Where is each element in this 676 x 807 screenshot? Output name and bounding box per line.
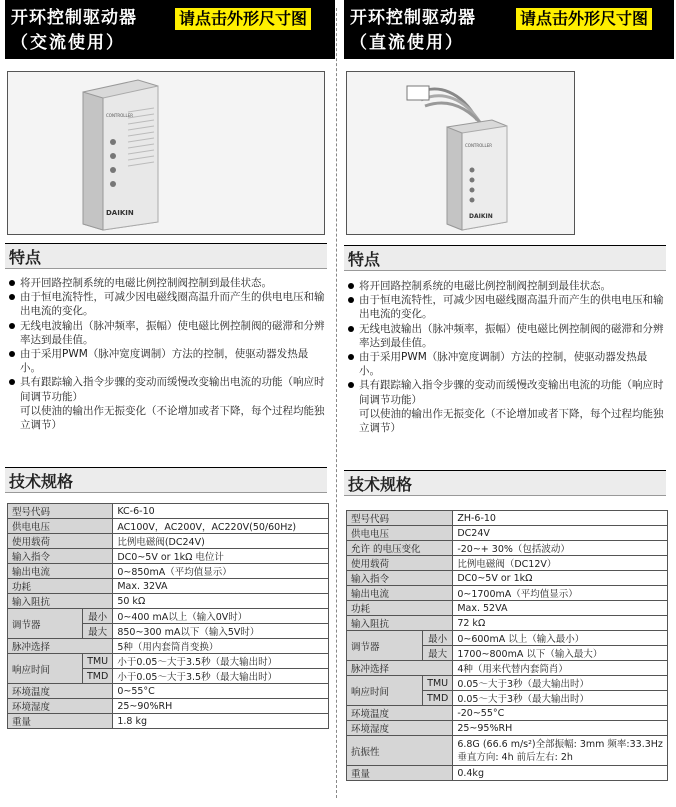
table-row bbox=[8, 654, 329, 669]
table-cell: DC24V bbox=[453, 526, 668, 541]
ac-title-bar bbox=[5, 0, 335, 59]
table-cell: 型号代码 bbox=[8, 504, 113, 519]
table-row bbox=[347, 706, 668, 721]
table-cell: 小于0.05～大于3.5秒（最大输出时） bbox=[113, 669, 329, 684]
table-cell: 使用载荷 bbox=[8, 534, 113, 549]
column-divider bbox=[336, 8, 337, 798]
table-row bbox=[8, 639, 329, 654]
list-item: 由于采用PWM（脉冲宽度调制）方法的控制，使驱动器发热最小。 bbox=[346, 350, 668, 378]
table-cell: 0.4kg bbox=[453, 766, 668, 781]
list-item: 无线电波输出（脉冲频率，振幅）使电磁比例控制阀的磁滞和分辨率达到最佳值。 bbox=[346, 322, 668, 350]
table-cell: 重量 bbox=[347, 766, 453, 781]
table-row bbox=[8, 699, 329, 714]
list-item: 由于恒电流特性，可减少因电磁线圈高温升而产生的供电电压和输出电流的变化。 bbox=[346, 293, 668, 321]
table-cell: 50 kΩ bbox=[113, 594, 329, 609]
table-row bbox=[347, 556, 668, 571]
table-row bbox=[8, 579, 329, 594]
table-cell: 重量 bbox=[8, 714, 113, 729]
table-cell: 比例电磁阀（DC12V） bbox=[453, 556, 668, 571]
table-cell: 4种（用来代替内套筒肖） bbox=[453, 661, 668, 676]
table-cell: DC0~5V or 1kΩ 电位计 bbox=[113, 549, 329, 564]
ac-subtitle: （交流使用） bbox=[11, 33, 125, 53]
dc-spec-title: 技术规格 bbox=[348, 475, 413, 494]
table-cell: 25~95%RH bbox=[453, 721, 668, 736]
ac-spec-table bbox=[7, 503, 329, 729]
table-cell: 环境湿度 bbox=[8, 699, 113, 714]
table-cell: 6.8G (66.6 m/s²)全部振幅: 3mm 频率:33.3Hz 垂直方向: 4h 前后左右: 2h bbox=[453, 736, 668, 766]
dc-spec-header bbox=[344, 470, 666, 496]
table-cell: 供电电压 bbox=[8, 519, 113, 534]
dc-photo-label: CONTROLLER bbox=[465, 143, 493, 148]
table-cell: KC-6-10 bbox=[113, 504, 329, 519]
table-cell: 0~850mA（平均值显示） bbox=[113, 564, 329, 579]
table-cell: 输入阻抗 bbox=[8, 594, 113, 609]
table-cell: 0~1700mA（平均值显示） bbox=[453, 586, 668, 601]
ac-photo-brand: DAIKIN bbox=[106, 209, 134, 217]
table-row bbox=[347, 571, 668, 586]
table-cell: 使用载荷 bbox=[347, 556, 453, 571]
table-cell: 调节器 bbox=[347, 631, 423, 661]
dc-product-photo bbox=[346, 71, 575, 235]
ac-photo-label: CONTROLLER bbox=[106, 113, 134, 118]
ac-features-title: 特点 bbox=[9, 248, 42, 267]
list-item: 无线电波输出（脉冲频率，振幅）使电磁比例控制阀的磁滞和分辨率达到最佳值。 bbox=[7, 319, 329, 347]
table-cell: 环境温度 bbox=[8, 684, 113, 699]
dc-features-title: 特点 bbox=[348, 250, 381, 269]
dc-subtitle: （直流使用） bbox=[350, 33, 464, 53]
table-row bbox=[347, 586, 668, 601]
ac-product-photo bbox=[7, 71, 325, 235]
ac-spec-header bbox=[5, 467, 327, 493]
table-cell: 型号代码 bbox=[347, 511, 453, 526]
table-row bbox=[347, 766, 668, 781]
table-row bbox=[8, 534, 329, 549]
dc-features-list bbox=[346, 279, 668, 435]
features-note: 可以使油的输出作无振变化（不论增加或者下降，每个过程均能独立调节） bbox=[359, 407, 664, 435]
ac-dimension-drawing-link[interactable]: 请点击外形尺寸图 bbox=[175, 8, 311, 30]
table-cell: 调节器 bbox=[8, 609, 83, 639]
ac-features-header bbox=[5, 243, 327, 269]
table-cell: 0~55°C bbox=[113, 684, 329, 699]
table-cell: 功耗 bbox=[347, 601, 453, 616]
features-note: 可以使油的输出作无振变化（不论增加或者下降，每个过程均能独立调节） bbox=[20, 404, 325, 432]
table-cell: TMD bbox=[83, 669, 113, 684]
table-row bbox=[8, 504, 329, 519]
table-row bbox=[347, 511, 668, 526]
table-cell: 输入指令 bbox=[8, 549, 113, 564]
table-cell: 环境温度 bbox=[347, 706, 453, 721]
table-cell: 供电电压 bbox=[347, 526, 453, 541]
dc-controller-image bbox=[347, 72, 575, 235]
table-cell: -20~+ 30%（包括波动） bbox=[453, 541, 668, 556]
table-cell: 环境湿度 bbox=[347, 721, 453, 736]
list-item: 具有跟踪输入指令步骤的变动而缓慢改变输出电流的功能（响应时间调节功能） bbox=[346, 378, 668, 406]
table-cell: 1.8 kg bbox=[113, 714, 329, 729]
table-cell: TMD bbox=[423, 691, 453, 706]
table-cell: ZH-6-10 bbox=[453, 511, 668, 526]
ac-title: 开环控制驱动器 bbox=[11, 8, 137, 28]
dc-title-bar bbox=[344, 0, 674, 59]
ac-features-list bbox=[7, 276, 329, 432]
table-cell: 最小 bbox=[83, 609, 113, 624]
table-cell: 脉冲选择 bbox=[347, 661, 453, 676]
table-cell: Max. 52VA bbox=[453, 601, 668, 616]
table-cell: 输入指令 bbox=[347, 571, 453, 586]
dc-title: 开环控制驱动器 bbox=[350, 8, 476, 28]
table-cell: 最小 bbox=[423, 631, 453, 646]
table-cell: 小于0.05～大于3.5秒（最大输出时） bbox=[113, 654, 329, 669]
table-row bbox=[8, 519, 329, 534]
ac-spec-title: 技术规格 bbox=[9, 472, 74, 491]
table-cell: 0~400 mA以上（输入0V时） bbox=[113, 609, 329, 624]
table-row bbox=[8, 609, 329, 624]
table-row bbox=[347, 736, 668, 766]
table-cell: 25~90%RH bbox=[113, 699, 329, 714]
table-cell: 响应时间 bbox=[347, 676, 423, 706]
dc-dimension-drawing-link[interactable]: 请点击外形尺寸图 bbox=[516, 8, 652, 30]
table-cell: 最大 bbox=[423, 646, 453, 661]
table-cell: 输出电流 bbox=[347, 586, 453, 601]
table-cell: 最大 bbox=[83, 624, 113, 639]
table-row bbox=[347, 631, 668, 646]
list-item: 将开回路控制系统的电磁比例控制阀控制到最佳状态。 bbox=[7, 276, 329, 290]
table-row bbox=[347, 721, 668, 736]
table-cell: -20~55°C bbox=[453, 706, 668, 721]
dc-photo-brand: DAIKIN bbox=[469, 213, 493, 220]
table-cell: 比例电磁阀(DC24V) bbox=[113, 534, 329, 549]
dc-driver-column bbox=[344, 0, 674, 780]
list-item: 将开回路控制系统的电磁比例控制阀控制到最佳状态。 bbox=[346, 279, 668, 293]
table-cell: 0.05～大于3秒（最大输出时） bbox=[453, 691, 668, 706]
table-row bbox=[347, 526, 668, 541]
ac-driver-column bbox=[5, 0, 335, 728]
table-row bbox=[347, 601, 668, 616]
table-cell: 允许 的电压变化 bbox=[347, 541, 453, 556]
table-row bbox=[347, 541, 668, 556]
table-cell: 1700~800mA 以下（输入最大） bbox=[453, 646, 668, 661]
table-cell: 输出电流 bbox=[8, 564, 113, 579]
table-cell: TMU bbox=[423, 676, 453, 691]
list-item: 由于采用PWM（脉冲宽度调制）方法的控制，使驱动器发热最小。 bbox=[7, 347, 329, 375]
dc-spec-table bbox=[346, 510, 668, 781]
table-row bbox=[8, 714, 329, 729]
table-cell: 0.05～大于3秒（最大输出时） bbox=[453, 676, 668, 691]
table-cell: TMU bbox=[83, 654, 113, 669]
table-cell: 响应时间 bbox=[8, 654, 83, 684]
list-item: 由于恒电流特性，可减少因电磁线圈高温升而产生的供电电压和输出电流的变化。 bbox=[7, 290, 329, 318]
table-cell: 功耗 bbox=[8, 579, 113, 594]
table-row bbox=[8, 594, 329, 609]
table-row bbox=[347, 676, 668, 691]
table-row bbox=[8, 564, 329, 579]
table-cell: DC0~5V or 1kΩ bbox=[453, 571, 668, 586]
table-row bbox=[347, 616, 668, 631]
list-item: 具有跟踪输入指令步骤的变动而缓慢改变输出电流的功能（响应时间调节功能） bbox=[7, 375, 329, 403]
table-cell: 72 kΩ bbox=[453, 616, 668, 631]
table-cell: 脉冲选择 bbox=[8, 639, 113, 654]
table-cell: AC100V，AC200V，AC220V(50/60Hz) bbox=[113, 519, 329, 534]
table-row bbox=[347, 661, 668, 676]
table-cell: Max. 32VA bbox=[113, 579, 329, 594]
dc-features-header bbox=[344, 245, 666, 271]
table-row bbox=[8, 549, 329, 564]
table-cell: 0~600mA 以上（输入最小） bbox=[453, 631, 668, 646]
ac-controller-image bbox=[8, 72, 325, 235]
table-cell: 抗振性 bbox=[347, 736, 453, 766]
table-row bbox=[8, 684, 329, 699]
table-cell: 5种（用内套筒肖变换） bbox=[113, 639, 329, 654]
table-cell: 850~300 mA以下（输入5V时） bbox=[113, 624, 329, 639]
table-cell: 输入阻抗 bbox=[347, 616, 453, 631]
